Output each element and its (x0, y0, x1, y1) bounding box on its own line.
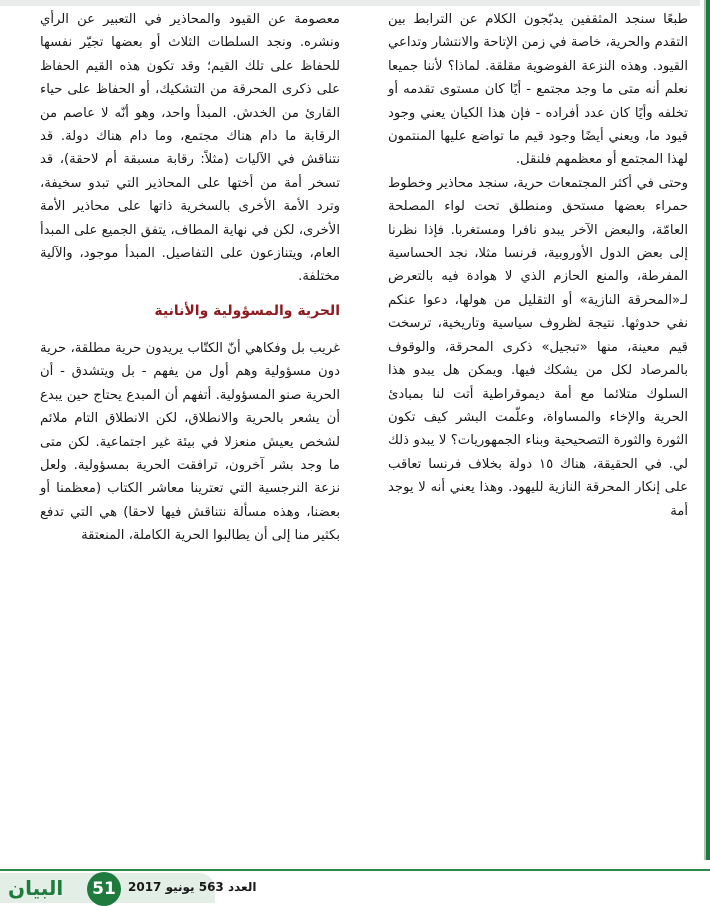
magazine-logo: البيان (8, 876, 64, 900)
article-column-left (40, 8, 340, 548)
page-number-badge: 51 (87, 872, 121, 906)
page-edge-strip (700, 0, 710, 860)
footer-rule (0, 869, 710, 871)
article-paragraph: معصومة عن القيود والمحاذير في التعبير عن الرأي ونشره. ونجد السلطات الثلاث أو بعضها تجيّر نفسها للحفاظ على تلك القيم؛ وقد تكون هذه القيم الحفاظ على ذكرى المحرقة من التشكيك، أو الحفاظ على حياء القارئ من الخدش. المبدأ واحد، وهو أنّه لا عاصم من الرقابة ما دام هناك مجتمع، وما دام هناك دولة. قد نتناقش في الآليات (مثلاً: رقابة مسبقة أم لاحقة)، قد تسخر أمة من أختها على المحاذير التي تبدو سخيفة، وترد الأمة الأخرى بالسخرية ذاتها على محاذير الأمة الأخرى، لكن في نهاية المطاف، يتفق الجميع على المبدأ العام، ويتنازعون على التفاصيل. المبدأ موجود، والآلية مختلفة. (40, 12, 340, 285)
section-heading: الحرية والمسؤولية والأنانية (154, 302, 340, 319)
article-paragraph: طبعًا سنجد المثقفين يدبّجون الكلام عن الترابط بين التقدم والحرية، خاصة في زمن الإتاحة والانتشار وتداعي القيود. وهذه النزعة الفوضوية مقلقة. لماذا؟ لأننا جميعا نعلم أنه متى ما وجد مجتمع - أيًا كان مستوى تقدمه أو تخلفه وأيًا كان عدد أفراده - فإن هذا الكيان يعني وجود قيود ما، ويعني أيضًا وجود قيم ما تواضع عليها المنتمون لهذا المجتمع أو معظمهم فلنقل. (388, 12, 688, 168)
issue-info: العدد 563 يونيو 2017 (128, 880, 257, 894)
article-paragraph: غريب بل وفكاهي أنّ الكتّاب يريدون حرية مطلقة، حرية دون مسؤولية وهم أول من يفهم - بل ويتشدق - أن الحرية صنو المسؤولية. أتفهم أن المبدع يحتاج حين يبدع أن يشعر بالحرية والانطلاق، لكن الانطلاق التام ملائم لشخص يعيش منعزلا في بيئة غير اجتماعية. لكن متى ما وجد بشر آخرون، ترافقت الحرية بمسؤولية. ولعل نزعة النرجسية التي تعترينا معاشر الكتاب (معظمنا أو بعضنا، وهذه مسألة نتناقش فيها لاحقا) هي التي تدفع بكثير منا إلى أن يطالبوا الحرية الكاملة، المنعتقة (40, 340, 340, 544)
article-paragraph: وحتى في أكثر المجتمعات حرية، سنجد محاذير وخطوط حمراء بعضها مستحق ومنطلق تحت لواء المصلحة العامّة، والبعض الآخر يبدو نافرا ومستغربا. فإذا نظرنا إلى بعض الدول الأوروبية، فرنسا مثلا، نجد الحساسية المفرطة، والمنع الحازم الذي لا هوادة فيه بالتعرض لـ«المحرقة النازية» أو التقليل من هولها، دعوا عنكم نفي حدوثها. نتيجة لظروف سياسية وتاريخية، ترسخت قيم معينة، منها «تبجيل» ذكرى المحرقة، والوقوف بالمرصاد لكل من يشكك فيها. ويمكن هل يبدو هذا السلوك متلائما مع أمة ديموقراطية أتت لنا بمبادئ الحرية والإخاء والمساواة، وعلّمت البشر كيف تكون الثورة والثورة التصحيحية وبناء الجمهوريات؟ لا يبدو ذلك لي. في الحقيقة، هناك ١٥ دولة بخلاف فرنسا تعاقب على إنكار المحرقة النازية لليهود. وهذا يعني أنه لا يوجد أمة (388, 175, 688, 519)
page-footer (0, 859, 710, 905)
article-column-right (388, 8, 688, 523)
top-margin-bar (0, 0, 710, 6)
